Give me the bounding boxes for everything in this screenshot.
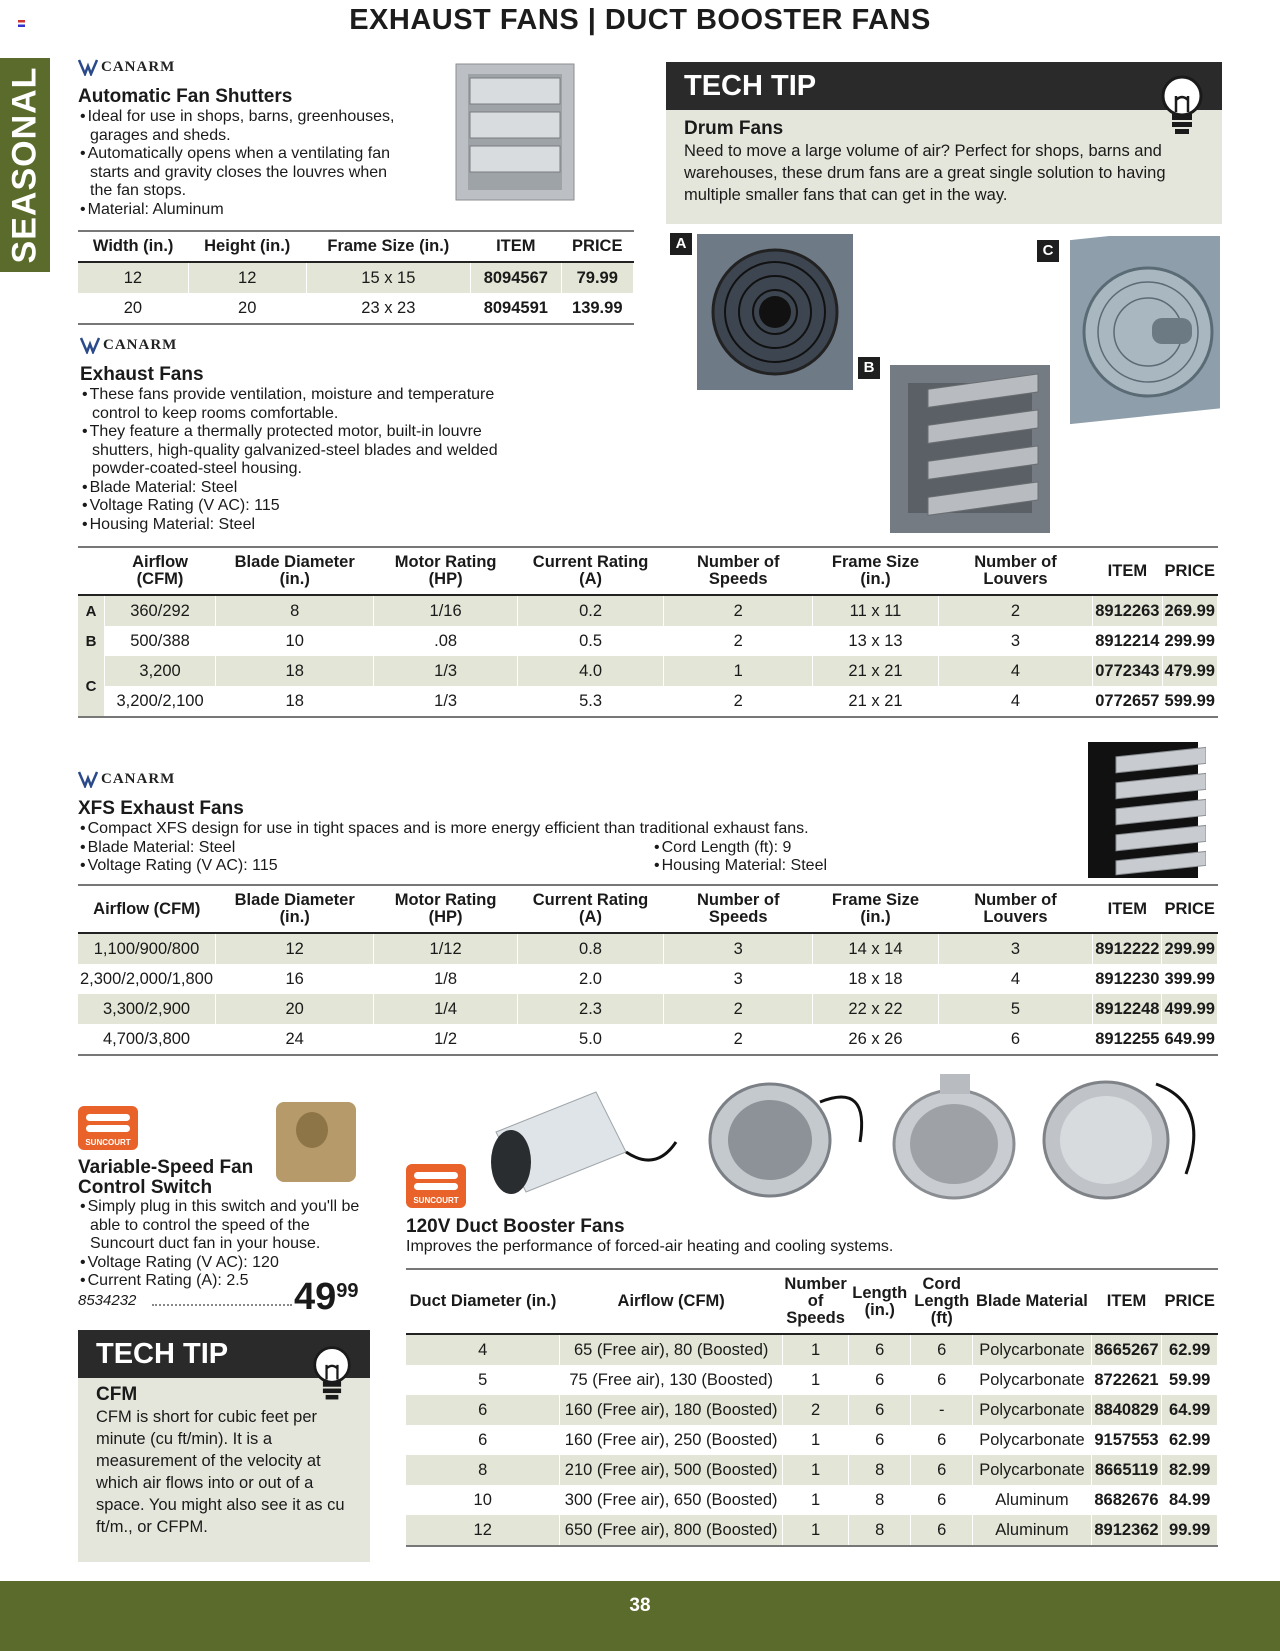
table-row [78,933,1218,964]
table-row [406,1425,1218,1455]
exhaust-fan-photo-c [1052,236,1222,436]
table-cell: 0.5 [517,626,663,656]
table-cell: 1 [782,1485,848,1515]
price: 299.99 [1162,626,1218,656]
brand-name: SUNCOURT [85,1138,131,1147]
product-title: Automatic Fan Shutters [78,86,293,107]
feature-item: • They feature a thermally protected motor, built-in louvre shutters, high-quality galvanized-steel blades and welded powder-coated-steel housing. [80,423,500,479]
xfs-table [78,884,1218,1056]
table-cell: 20 [216,994,374,1024]
table-cell: 1 [782,1455,848,1485]
table-row [78,595,1218,626]
suncourt-logo [406,1164,466,1208]
price: 62.99 [1162,1425,1218,1455]
shutters-table [78,230,634,325]
column-header: Number of Speeds [784,1275,847,1327]
suncourt-swoosh-icon [86,1125,130,1132]
table-cell: 6 [849,1425,911,1455]
canarm-logo [78,58,408,76]
item-number: 8665267 [1091,1334,1162,1365]
column-header: Frame Size (in.) [831,553,920,588]
feature-item: • Voltage Rating (V AC): 115 [78,857,652,876]
feature-list [78,108,408,219]
table-cell: 5.0 [517,1024,663,1055]
product-title: Exhaust Fans [80,364,204,385]
table-cell: 20 [188,293,306,324]
table-cell: 1/12 [374,933,518,964]
row-label: A [78,595,105,626]
column-header: Motor Rating (HP) [394,553,497,588]
suncourt-swoosh-icon [414,1172,458,1179]
table-cell: 6 [911,1515,973,1546]
table-row [78,1024,1218,1055]
photo-label-b: B [858,357,880,379]
column-header: ITEM [1107,561,1148,580]
table-cell: 3 [664,933,813,964]
column-header: Blade Diameter (in.) [234,553,355,588]
page-number: 38 [629,1595,651,1616]
table-cell: 6 [911,1485,973,1515]
brand-name: CANARM [101,58,176,75]
suncourt-logo [78,1106,138,1150]
feature-item: • Cord Length (ft): 9 [652,839,827,858]
column-header: Length (in.) [852,1283,908,1319]
table-cell: 65 (Free air), 80 (Boosted) [560,1334,782,1365]
suncourt-swoosh-icon [414,1183,458,1190]
table-cell: 3 [938,626,1093,656]
lightbulb-icon [312,1344,352,1404]
price: 79.99 [561,262,633,293]
column-header: Duct Diameter (in.) [409,1292,557,1310]
table-row [406,1334,1218,1365]
booster-table [406,1268,1218,1547]
table-cell: 2.0 [517,964,663,994]
column-header: Blade Diameter (in.) [234,891,355,926]
feature-item: • Blade Material: Steel [80,479,500,498]
column-header: Airflow (CFM) [617,1292,725,1310]
table-cell: 4 [938,964,1093,994]
table-cell: 12 [406,1515,560,1546]
table-cell: 6 [849,1395,911,1425]
product-title: Control Switch [78,1177,213,1198]
table-row [406,1485,1218,1515]
lightbulb-icon [1160,74,1204,138]
price: 84.99 [1162,1485,1218,1515]
feature-item: • Ideal for use in shops, barns, greenhouses, garages and sheds. [78,108,408,145]
table-cell: 160 (Free air), 180 (Boosted) [560,1395,782,1425]
table-row [78,994,1218,1024]
column-header: ITEM [496,237,536,255]
price: 599.99 [1162,686,1218,717]
column-header: Airflow (CFM) [93,899,201,918]
table-row [78,626,1218,656]
item-number: 8912222 [1093,933,1162,964]
tech-tip-text: CFM is short for cubic feet per minute (cu ft/min). It is a measurement of the velocity at which air flows into or out of a space. You might also see it as cu ft/m., or CFPM. [96,1408,345,1536]
table-row [406,1455,1218,1485]
table-row [78,964,1218,994]
table-cell: Polycarbonate [973,1425,1091,1455]
switch-price [294,1276,359,1319]
table-cell: 6 [911,1365,973,1395]
price: 62.99 [1162,1334,1218,1365]
table-row [78,262,634,293]
table-cell: Aluminum [973,1515,1091,1546]
table-cell: 15 x 15 [306,262,471,293]
table-cell: Polycarbonate [973,1334,1091,1365]
item-number: 8722621 [1091,1365,1162,1395]
table-cell: 23 x 23 [306,293,471,324]
table-cell: - [911,1395,973,1425]
xfs-section [78,770,1138,876]
item-number: 8682676 [1091,1485,1162,1515]
tech-tip-heading: TECH TIP [666,62,1222,110]
xfs-fan-photo [1086,740,1206,880]
feature-item: • Material: Aluminum [78,201,408,220]
table-cell: 2 [664,994,813,1024]
exhaust-section [80,336,500,534]
feature-item: • Voltage Rating (V AC): 120 [78,1254,368,1273]
feature-item: • Voltage Rating (V AC): 115 [80,497,500,516]
price: 64.99 [1162,1395,1218,1425]
column-header: Frame Size (in.) [327,237,450,255]
table-cell: 12 [216,933,374,964]
item-number: 8912255 [1093,1024,1162,1055]
table-cell: 5 [406,1365,560,1395]
price: 269.99 [1162,595,1218,626]
duct-fan-photo [486,1082,696,1200]
item-number: 8840829 [1091,1395,1162,1425]
table-cell: 21 x 21 [813,686,938,717]
column-header: Cord Length (ft) [914,1275,970,1327]
feature-item: • Current Rating (A): 2.5 [78,1272,368,1291]
column-header: Number of Louvers [974,891,1057,926]
item-number: 8912362 [1091,1515,1162,1546]
table-cell: 10 [216,626,374,656]
column-header: Motor Rating (HP) [394,891,497,926]
item-number: 0772657 [1093,686,1162,717]
tech-tip-text: Need to move a large volume of air? Perfect for shops, barns and warehouses, these drum fans are a great single solution to having multiple smaller fans that can get in the way. [684,142,1166,204]
price: 499.99 [1162,994,1218,1024]
table-cell: 3,200 [105,656,216,686]
tech-tip-heading: TECH TIP [78,1330,370,1378]
price-dollars: 49 [294,1276,337,1318]
table-cell: 21 x 21 [813,656,938,686]
feature-item: • Housing Material: Steel [80,516,500,535]
table-cell: 1/3 [374,686,518,717]
table-cell: 6 [911,1334,973,1365]
table-cell: 6 [849,1334,911,1365]
row-label: B [78,626,105,656]
table-cell: 2 [938,595,1093,626]
table-cell: 6 [849,1365,911,1395]
table-cell: 300 (Free air), 650 (Boosted) [560,1485,782,1515]
feature-item: • These fans provide ventilation, moisture and temperature control to keep rooms comfortable. [80,386,500,423]
table-cell: 2 [782,1395,848,1425]
brand-name: CANARM [103,336,178,353]
product-title: Variable-Speed Fan [78,1157,254,1178]
table-cell: 1 [664,656,813,686]
table-cell: 12 [78,262,188,293]
table-cell: 2,300/2,000/1,800 [78,964,216,994]
table-cell: 6 [911,1455,973,1485]
table-cell: 8 [216,595,374,626]
table-cell: 8 [849,1485,911,1515]
table-cell: 2 [664,686,813,717]
table-cell: 5.3 [517,686,663,717]
feature-item: • Simply plug in this switch and you'll be able to control the speed of the Suncourt duct fan in your house. [78,1198,368,1254]
table-cell: 4 [938,656,1093,686]
table-cell: 1/8 [374,964,518,994]
tech-tip-cfm [78,1330,370,1562]
switch-section [78,1158,378,1291]
column-header: Frame Size (in.) [831,891,920,926]
column-header: PRICE [1164,561,1215,580]
table-row [78,686,1218,717]
price: 479.99 [1162,656,1218,686]
table-cell: 210 (Free air), 500 (Boosted) [560,1455,782,1485]
table-cell: 12 [188,262,306,293]
product-subtitle: Improves the performance of forced-air heating and cooling systems. [406,1238,894,1255]
table-row [406,1515,1218,1546]
table-cell: 8 [849,1455,911,1485]
duct-fan-photo [700,1072,880,1200]
item-number: 8912230 [1093,964,1162,994]
exhaust-table [78,546,1218,718]
table-cell: 10 [406,1485,560,1515]
feature-item: • Compact XFS design for use in tight spaces and is more energy efficient than traditional exhaust fans. [78,820,1138,839]
table-cell: 18 [216,656,374,686]
feature-list [80,386,500,534]
table-cell: 500/388 [105,626,216,656]
table-cell: 11 x 11 [813,595,938,626]
table-cell: 4.0 [517,656,663,686]
table-cell: 0.2 [517,595,663,626]
column-header: PRICE [1164,899,1215,918]
column-header: Current Rating (A) [532,891,649,926]
table-cell: 16 [216,964,374,994]
canarm-logo-icon [78,770,98,788]
item-number: 8912214 [1093,626,1162,656]
table-cell: 1,100/900/800 [78,933,216,964]
exhaust-fan-photo-a [695,232,855,392]
fan-shutter-photo [452,62,578,202]
price-cents: 99 [336,1280,359,1302]
table-cell: 3,200/2,100 [105,686,216,717]
column-header: Number of Speeds [696,891,780,926]
table-cell: 26 x 26 [813,1024,938,1055]
column-header: Airflow (CFM) [132,553,188,588]
tech-tip-title: CFM [96,1384,138,1405]
column-header: ITEM [1106,1292,1147,1310]
table-cell: 6 [406,1425,560,1455]
canarm-logo-icon [78,58,98,76]
column-header: Blade Material [976,1292,1088,1310]
feature-item: • Blade Material: Steel [78,839,652,858]
table-cell: 0.8 [517,933,663,964]
table-row [78,293,634,324]
item-number: 8094567 [471,262,561,293]
table-cell: Polycarbonate [973,1365,1091,1395]
item-number: 9157553 [1091,1425,1162,1455]
item-number: 0772343 [1093,656,1162,686]
table-cell: 1 [782,1425,848,1455]
column-header: ITEM [1107,899,1148,918]
table-cell: 5 [938,994,1093,1024]
table-cell: 8 [406,1455,560,1485]
table-cell: 1/3 [374,656,518,686]
canarm-logo [78,770,1138,788]
price: 82.99 [1162,1455,1218,1485]
booster-section [406,1216,893,1256]
photo-label-c: C [1037,240,1059,262]
duct-fan-photo [1036,1074,1216,1202]
canarm-logo-icon [80,336,100,354]
exhaust-fan-photo-b [888,355,1058,535]
column-header: Number of Louvers [974,553,1057,588]
feature-list [78,820,1138,839]
tech-tip-title: Drum Fans [684,118,784,139]
table-cell: 1 [782,1515,848,1546]
shutters-section [78,58,408,219]
table-cell: .08 [374,626,518,656]
price: 399.99 [1162,964,1218,994]
side-tab-label: SEASONAL [5,66,44,264]
table-cell: 4,700/3,800 [78,1024,216,1055]
table-cell: 3 [664,964,813,994]
table-cell: 6 [406,1395,560,1425]
table-cell: 3 [938,933,1093,964]
table-cell: 8 [849,1515,911,1546]
table-cell: 22 x 22 [813,994,938,1024]
dot-leader [152,1304,292,1306]
item-number: 8912248 [1093,994,1162,1024]
column-header: Current Rating (A) [532,553,649,588]
table-cell: 2 [664,626,813,656]
canarm-logo [80,336,500,354]
table-cell: 2 [664,595,813,626]
product-title: 120V Duct Booster Fans [406,1216,625,1237]
table-cell: 14 x 14 [813,933,938,964]
row-label: C [78,656,105,717]
tech-tip-drum [666,62,1222,224]
table-cell: 4 [938,686,1093,717]
item-number: 8534232 [78,1292,137,1309]
price: 99.99 [1162,1515,1218,1546]
table-cell: 13 x 13 [813,626,938,656]
table-cell: 1/4 [374,994,518,1024]
table-cell: 75 (Free air), 130 (Boosted) [560,1365,782,1395]
table-row [406,1395,1218,1425]
table-cell: 18 x 18 [813,964,938,994]
side-tab [0,58,50,272]
brand-name: SUNCOURT [413,1196,459,1205]
suncourt-swoosh-icon [86,1114,130,1121]
table-cell: 1/2 [374,1024,518,1055]
table-row [406,1365,1218,1395]
photo-label-a: A [670,233,692,255]
table-cell: 2 [664,1024,813,1055]
table-row [78,656,1218,686]
price: 299.99 [1162,933,1218,964]
column-header: PRICE [1164,1292,1215,1310]
table-cell: 4 [406,1334,560,1365]
item-number: 8094591 [471,293,561,324]
table-cell: 160 (Free air), 250 (Boosted) [560,1425,782,1455]
feature-list [652,839,827,876]
price: 649.99 [1162,1024,1218,1055]
table-cell: 1 [782,1365,848,1395]
price: 139.99 [561,293,633,324]
table-cell: Polycarbonate [973,1395,1091,1425]
page-footer [0,1581,1280,1651]
column-header: Height (in.) [204,237,291,255]
table-cell: 18 [216,686,374,717]
table-cell: 650 (Free air), 800 (Boosted) [560,1515,782,1546]
brand-name: CANARM [101,770,176,787]
table-cell: 6 [938,1024,1093,1055]
duct-fan-photo [888,1074,1028,1202]
page-title: EXHAUST FANS | DUCT BOOSTER FANS [349,4,931,36]
table-cell: 360/292 [105,595,216,626]
table-cell: 2.3 [517,994,663,1024]
table-cell: 3,300/2,900 [78,994,216,1024]
item-number: 8912263 [1093,595,1162,626]
column-header: Number of Speeds [697,553,780,588]
item-number: 8665119 [1091,1455,1162,1485]
table-cell: Polycarbonate [973,1455,1091,1485]
column-header: Width (in.) [92,237,174,255]
feature-item: • Automatically opens when a ventilating fan starts and gravity closes the louvres when the fan stops. [78,145,408,201]
feature-list [78,839,652,876]
table-cell: 6 [911,1425,973,1455]
product-title: XFS Exhaust Fans [78,798,244,819]
table-cell: 1/16 [374,595,518,626]
table-cell: 1 [782,1334,848,1365]
table-cell: Aluminum [973,1485,1091,1515]
price: 59.99 [1162,1365,1218,1395]
table-cell: 20 [78,293,188,324]
feature-item: • Housing Material: Steel [652,857,827,876]
table-cell: 24 [216,1024,374,1055]
column-header: PRICE [572,237,623,255]
